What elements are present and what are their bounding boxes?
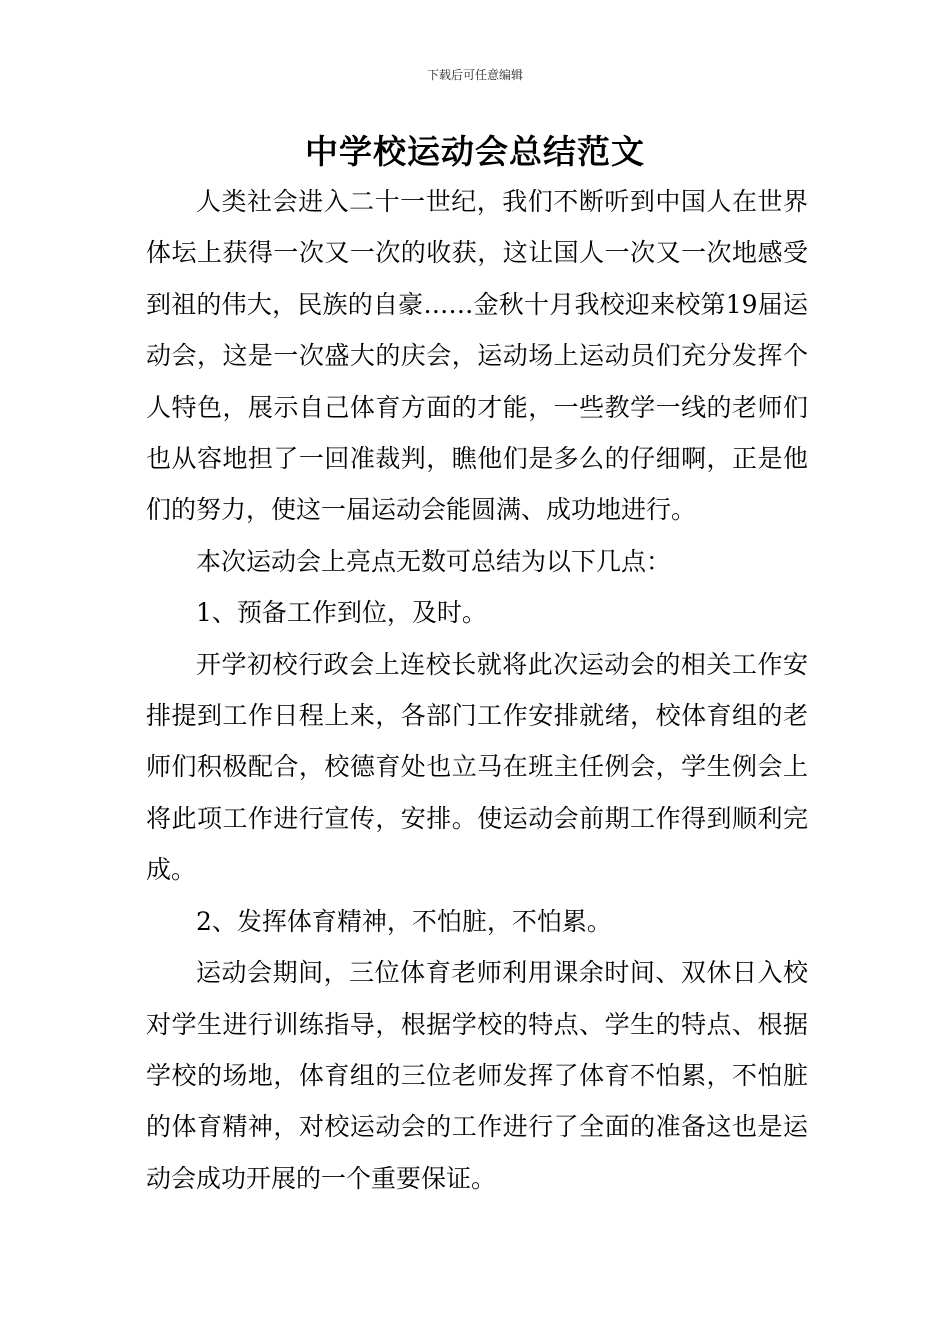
paragraph-intro: 人类社会进入二十一世纪，我们不断听到中国人在世界体坛上获得一次又一次的收获，这让国人一次又一次地感受到祖的伟大，民族的自豪……金秋十月我校迎来校第19届运动会，这是一次盛大的庆会，运动场上运动员们充分发挥个人特色，展示自己体育方面的才能，一些教学一线的老师们也从容地担了一回准裁判，瞧他们是多么的仔细啊，正是他们的努力，使这一届运动会能圆满、成功地进行。 [146, 187, 808, 525]
paragraph-point-2: 运动会期间，三位体育老师利用课余时间、双休日入校对学生进行训练指导，根据学校的特点、学生的特点、根据学校的场地，体育组的三位老师发挥了体育不怕累，不怕脏的体育精神，对校运动会的工作进行了全面的准备这也是运动会成功开展的一个重要保证。 [146, 958, 808, 1193]
header-note: 下载后可任意编辑 [426, 68, 523, 82]
paragraph-point-1: 开学初校行政会上连校长就将此次运动会的相关工作安排提到工作日程上来，各部门工作安排就绪，校体育组的老师们积极配合，校德育处也立马在班主任例会，学生例会上将此项工作进行宣传，安排。使运动会前期工作得到顺利完成。 [146, 649, 808, 885]
heading-point-2: 2、发挥体育精神，不怕脏，不怕累。 [196, 906, 612, 936]
document-title: 中学校运动会总结范文 [305, 132, 645, 171]
heading-point-1: 1、预备工作到位，及时。 [196, 598, 487, 628]
paragraph-summary-lead: 本次运动会上亮点无数可总结为以下几点： [196, 546, 672, 576]
document-body [146, 176, 808, 1204]
